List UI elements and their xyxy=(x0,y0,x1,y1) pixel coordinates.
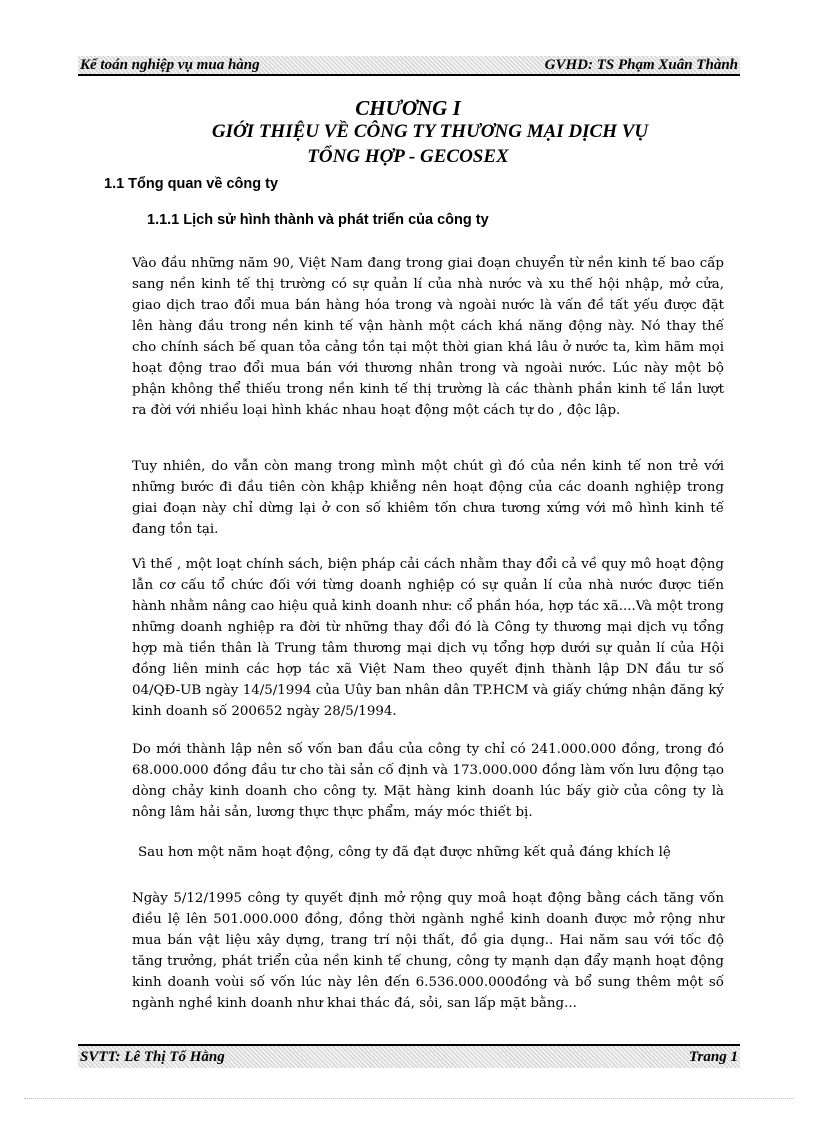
page-bottom-divider xyxy=(24,1098,794,1099)
paragraph-history-6: Ngày 5/12/1995 công ty quyết định mở rộng quy moâ hoạt động bằng cách tăng vốn điều lệ lên 501.000.000 đồng, đồng thời ngành nghề kinh doanh được mở rộng như mua bán vật liệu xây dựng, trang trí nội thất, đồ gia dụng.. Hai năm sau với tốc độ tăng trưởng, phát triển của nền kinh tế chung, công ty mạnh dạn đẩy mạnh hoạt động kinh doanh voùi số vốn lúc này lên đến 6.536.000.000đồng và bổ sung thêm một số ngành nghề kinh doanh như khai thác đá, sỏi, san lấp mặt bằng... xyxy=(132,891,724,1011)
header-subject: Kế toán nghiệp vụ mua hàng xyxy=(80,56,260,73)
chapter-number: CHƯƠNG I xyxy=(355,96,461,120)
paragraph-history-4: Do mới thành lập nên số vốn ban đầu của công ty chỉ có 241.000.000 đồng, trong đó 68.000.000 đồng đầu tư cho tài sản cố định và 173.000.000 đồng làm vốn lưu động tạo dòng chảy kinh doanh cho công ty. Mặt hàng kinh doanh lúc bấy giờ của công ty là nông lâm hải sản, lương thực thực phẩm, máy móc thiết bị. xyxy=(132,742,724,820)
page-header xyxy=(78,56,740,76)
paragraph-history-3: Vì thế , một loạt chính sách, biện pháp cải cách nhằm thay đổi cả về quy mô hoạt động lẫn cơ cấu tổ chức đối với từng doanh nghiệp có sự quản lí của nhà nước được tiến hành nhằm nâng cao hiệu quả kinh doanh như: cổ phần hóa, hợp tác xã....Và một trong những doanh nghiệp ra đời từ những thay đổi đó là Công ty thương mại dịch vụ tổng hợp mà tiền thân là Trung tâm thương mại dịch vụ tổng hợp dưới sự quản lí của Hội đồng liên minh các hợp tác xã Việt Nam theo quyết định thành lập DN đầu tư số 04/QĐ-UB ngày 14/5/1994 của Uûy ban nhân dân TP.HCM và giấy chứng nhận đăng ký kinh doanh số 200652 ngày 28/5/1994. xyxy=(132,557,724,719)
page-footer xyxy=(78,1044,740,1068)
paragraph-history-5: Sau hơn một năm hoạt động, công ty đã đạt được những kết quả đáng khích lệ xyxy=(138,845,671,860)
paragraph-history-2: Tuy nhiên, do vẫn còn mang trong mình một chút gì đó của nền kinh tế non trẻ với những bước đi đầu tiên còn khập khiễng nên hoạt động của các doanh nghiệp trong giai đoạn này chỉ dừng lại ở con số khiêm tốn chưa tương xứng với mô hình kinh tế đang tồn tại. xyxy=(132,459,724,537)
footer-student: SVTT: Lê Thị Tố Hằng xyxy=(80,1048,225,1065)
header-supervisor: GVHD: TS Phạm Xuân Thành xyxy=(544,56,738,73)
footer-page-number: Trang 1 xyxy=(688,1048,738,1065)
chapter-title-line2: TỔNG HỢP - GECOSEX xyxy=(307,146,509,167)
paragraph-history-1: Vào đầu những năm 90, Việt Nam đang trong giai đoạn chuyển từ nền kinh tế bao cấp sang nền kinh tế thị trường có sự quản lí của nhà nước và xu thế hội nhập, mở cửa, giao dịch trao đổi mua bán hàng hóa trong và ngoài nước là vấn đề tất yếu được đặt lên hàng đầu trong nền kinh tế vận hành một cách khá năng động này. Nó thay thế cho chính sách bế quan tỏa cảng tồn tại một thời gian khá lâu ở nước ta, kìm hãm mọi hoạt động trao đổi mua bán với thương nhân trong và ngoài nước. Lúc này một bộ phận không thể thiếu trong nền kinh tế thị trường là các thành phần kinh tế lần lượt ra đời với nhiều loại hình khác nhau hoạt động một cách tự do , độc lập. xyxy=(132,256,724,418)
chapter-title-line1: GIỚI THIỆU VỀ CÔNG TY THƯƠNG MẠI DỊCH VỤ xyxy=(211,121,649,142)
section-heading: 1.1 Tổng quan về công ty xyxy=(104,176,279,192)
subsection-heading: 1.1.1 Lịch sử hình thành và phát triển của công ty xyxy=(147,212,489,228)
